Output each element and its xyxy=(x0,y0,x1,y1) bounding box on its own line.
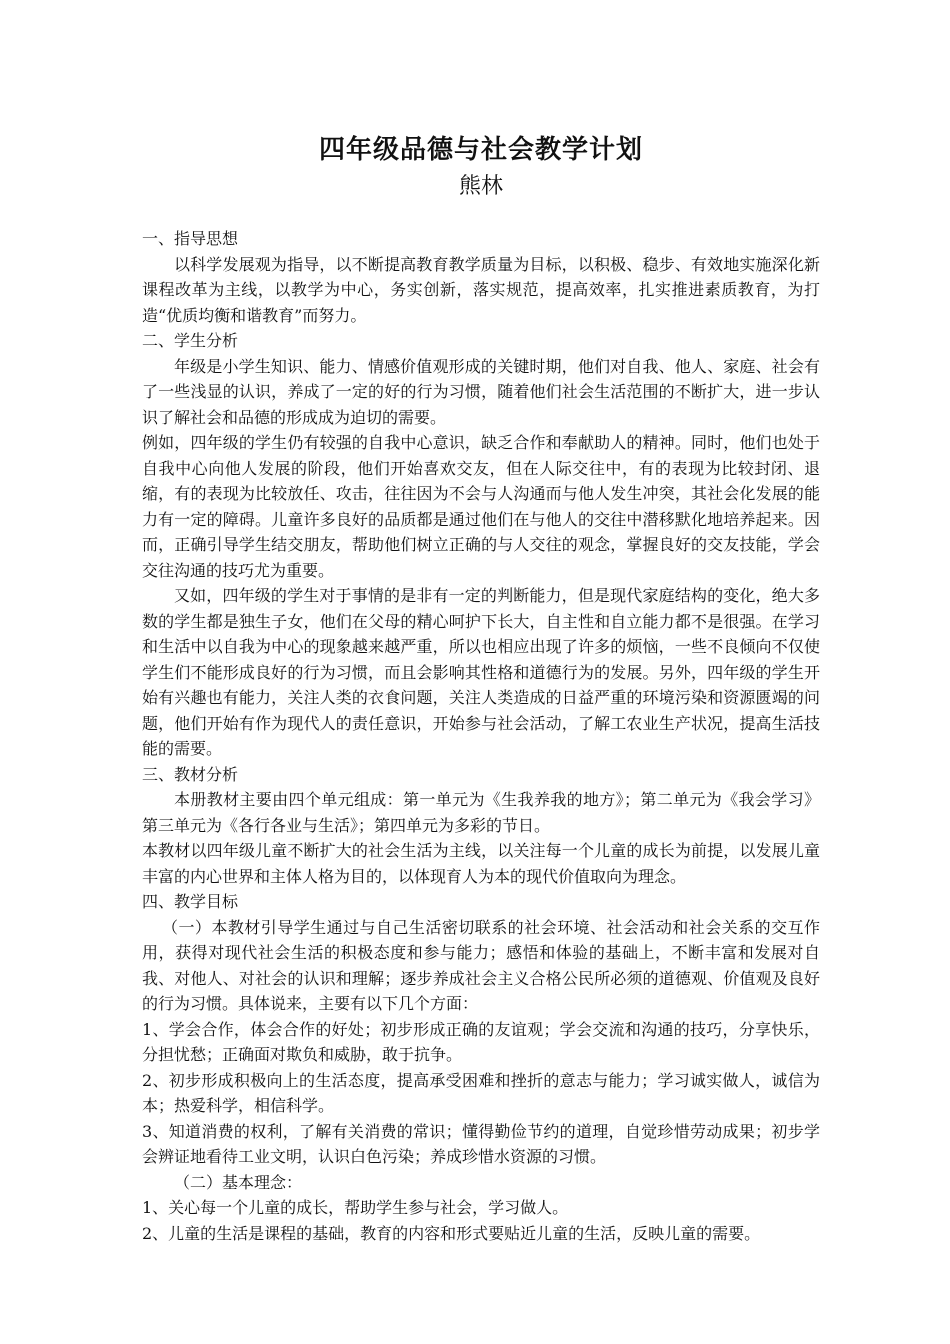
section-heading-guiding-thought: 一、指导思想 xyxy=(142,229,239,248)
list-item: 2、儿童的生活是课程的基础，教育的内容和形式要贴近儿童的生活，反映儿童的需要。 xyxy=(142,1223,761,1243)
document-title: 四年级品德与社会教学计划 xyxy=(318,135,643,165)
document-page xyxy=(142,130,820,1246)
section-heading-teaching-goals: 四、教学目标 xyxy=(142,892,239,911)
paragraph: 本册教材主要由四个单元组成：第一单元为《生我养我的地方》；第二单元为《我会学习》第三单元为《各行各业与生活》；第四单元为多彩的节日。 xyxy=(142,790,820,835)
paragraph: 又如，四年级的学生对于事情的是非有一定的判断能力，但是现代家庭结构的变化，绝大多数的学生都是独生子女，他们在父母的精心呵护下长大，自主性和自立能力都不是很强。在学习和生活中以自我为中心的现象越来越严重，所以也相应出现了许多的烦恼，一些不良倾向不仅使学生们不能形成良好的行为习惯，而且会影响其性格和道德行为的发展。另外，四年级的学生开始有兴趣也有能力，关注人类的衣食问题，关注人类造成的日益严重的环境污染和资源匮竭的问题，他们开始有作为现代人的责任意识，开始参与社会活动，了解工农业生产状况，提高生活技能的需要。 xyxy=(142,586,820,758)
paragraph: 年级是小学生知识、能力、情感价值观形成的关键时期，他们对自我、他人、家庭、社会有了一些浅显的认识，养成了一定的好的行为习惯，随着他们社会生活范围的不断扩大，进一步认识了解社会和品德的形成成为迫切的需要。 xyxy=(142,356,820,427)
paragraph: （一）本教材引导学生通过与自己生活密切联系的社会环境、社会活动和社会关系的交互作用，获得对现代社会生活的积极态度和参与能力；感悟和体验的基础上，不断丰富和发展对自我、对他人、对社会的认识和理解；逐步养成社会主义合格公民所必须的道德观、价值观及良好的行为习惯。具体说来，主要有以下几个方面： xyxy=(142,917,820,1013)
paragraph: 例如，四年级的学生仍有较强的自我中心意识，缺乏合作和奉献助人的精神。同时，他们也处于自我中心向他人发展的阶段，他们开始喜欢交友，但在人际交往中，有的表现为比较封闭、退缩，有的表现为比较放任、攻击，往往因为不会与人沟通而与他人发生冲突，其社会化发展的能力有一定的障碍。儿童许多良好的品质都是通过他们在与他人的交往中潜移默化地培养起来。因而，正确引导学生结交朋友，帮助他们树立正确的与人交往的观念，掌握良好的交友技能，学会交往沟通的技巧尤为重要。 xyxy=(142,433,820,580)
paragraph: 本教材以四年级儿童不断扩大的社会生活为主线，以关注每一个儿童的成长为前提，以发展儿童丰富的内心世界和主体人格为目的，以体现育人为本的现代价值取向为理念。 xyxy=(142,841,820,886)
list-item: 2、初步形成积极向上的生活态度，提高承受困难和挫折的意志与能力；学习诚实做人，诚信为本；热爱科学，相信科学。 xyxy=(142,1070,820,1115)
paragraph: 以科学发展观为指导，以不断提高教育教学质量为目标，以积极、稳步、有效地实施深化新课程改革为主线，以教学为中心，务实创新，落实规范，提高效率，扎实推进素质教育，为打造“优质均衡和谐教育”而努力。 xyxy=(142,254,820,325)
subheading-basic-concepts: （二）基本理念： xyxy=(174,1172,303,1192)
list-item: 3、知道消费的权利，了解有关消费的常识；懂得勤俭节约的道理，自觉珍惜劳动成果；初步学会辨证地看待工业文明，认识白色污染；养成珍惜水资源的习惯。 xyxy=(142,1121,820,1166)
list-item: 1、关心每一个儿童的成长，帮助学生参与社会，学习做人。 xyxy=(142,1198,569,1217)
section-heading-student-analysis: 二、学生分析 xyxy=(142,331,239,350)
section-heading-textbook-analysis: 三、教材分析 xyxy=(142,764,239,784)
list-item: 1、学会合作，体会合作的好处；初步形成正确的友谊观；学会交流和沟通的技巧，分享快乐，分担忧愁；正确面对欺负和威胁，敢于抗争。 xyxy=(142,1019,820,1064)
document-author: 熊林 xyxy=(458,174,503,199)
